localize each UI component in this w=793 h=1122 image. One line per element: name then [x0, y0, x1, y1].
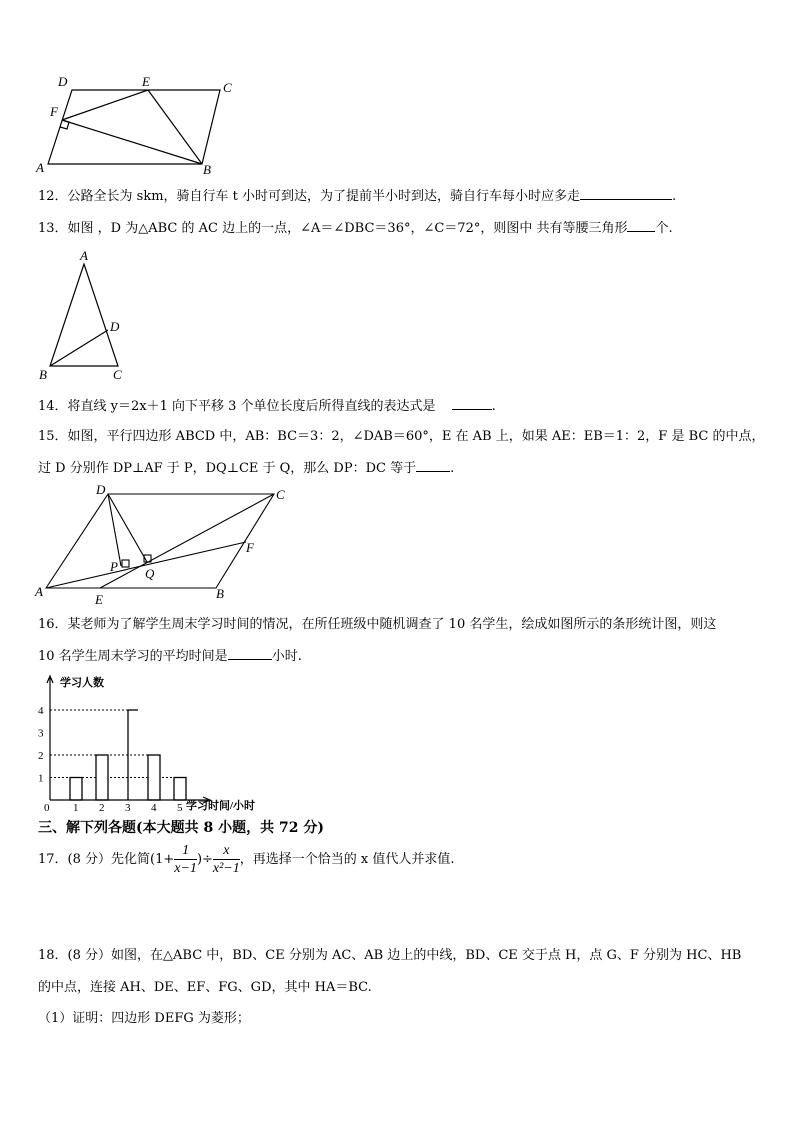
- label-a: A: [35, 584, 43, 599]
- q15-line2-text: 过 D 分别作 DP⊥AF 于 P，DQ⊥CE 于 Q，那么 DP：DC 等于: [38, 461, 417, 476]
- label-e: E: [142, 74, 150, 89]
- label-c: C: [113, 367, 122, 382]
- segment-eb: [148, 90, 202, 164]
- y-tick-label: 2: [38, 750, 44, 762]
- question-16-line1: 16．某老师为了解学生周末学习时间的情况，在所任班级中随机调查了 10 名学生，绘成如图所示的条形统计图，则这: [38, 617, 717, 632]
- q13-text: 13．如图 ，D 为△ABC 的 AC 边上的一点，∠A＝∠DBC＝36°，∠C＝72°，则图中 共有等腰三角形: [38, 221, 628, 236]
- label-b: B: [203, 162, 211, 177]
- label-q: Q: [145, 566, 155, 581]
- x-tick-label: 3: [125, 802, 131, 814]
- answer-blank[interactable]: [452, 397, 492, 410]
- x-axis-label: 学习时间/小时: [186, 800, 256, 812]
- figure-triangle-13: [34, 248, 134, 384]
- q14-end: .: [491, 399, 496, 414]
- chart-bar: [174, 778, 186, 801]
- segment-bd: [50, 330, 108, 366]
- q12-end: .: [672, 189, 677, 204]
- chart-bar: [148, 755, 160, 800]
- x-tick-label: 1: [73, 802, 79, 814]
- triangle-abc: [50, 264, 118, 366]
- question-14: [38, 397, 496, 416]
- right-angle-mark-p: [122, 560, 129, 567]
- label-c: C: [276, 487, 285, 502]
- question-15-line2: [38, 459, 454, 478]
- label-c: C: [223, 80, 232, 95]
- label-b: B: [39, 367, 47, 382]
- fraction-2-denominator: x²−1: [212, 861, 240, 876]
- q17-suffix: ，再选择一个恰当的 x 值代人并求值.: [239, 852, 455, 867]
- q17-prefix: 17．(8 分）先化简(1+: [38, 852, 175, 867]
- q16-line2-text: 10 名学生周末学习的平均时间是: [38, 649, 228, 664]
- figure-parallelogram-15: [30, 482, 320, 612]
- label-d: D: [110, 319, 120, 334]
- fraction-1-denominator: x−1: [174, 861, 197, 876]
- y-tick-label: 4: [38, 705, 44, 717]
- q15-end: .: [450, 461, 455, 476]
- answer-blank[interactable]: [416, 459, 450, 472]
- x-tick-label: 4: [151, 802, 157, 814]
- question-18-part1: （1）证明：四边形 DEFG 为菱形；: [38, 1011, 250, 1026]
- segment-fb: [62, 120, 202, 164]
- label-b: B: [216, 586, 224, 601]
- y-tick-label: 3: [38, 727, 44, 740]
- q13-end: 个.: [655, 221, 673, 236]
- fraction-2-numerator: x: [213, 842, 240, 860]
- label-d: D: [96, 482, 106, 497]
- fraction-1-numerator: 1: [174, 842, 197, 860]
- answer-blank[interactable]: [580, 187, 672, 200]
- answer-blank[interactable]: [228, 647, 272, 660]
- question-18-line2: 的中点，连接 AH、DE、EF、FG、GD，其中 HA＝BC.: [38, 980, 372, 995]
- q17-mid: )÷: [196, 852, 213, 867]
- question-13: [38, 219, 673, 238]
- label-a: A: [80, 248, 88, 263]
- answer-blank[interactable]: [627, 219, 655, 232]
- q14-text: 14．将直线 y＝2x＋1 向下平移 3 个单位长度后所得直线的表达式是: [38, 399, 436, 414]
- label-d: D: [58, 74, 68, 89]
- question-16-line2: [38, 647, 302, 666]
- x-tick-label: 0: [44, 802, 50, 814]
- segment-af: [46, 542, 246, 588]
- parallelogram-abcd: [46, 494, 274, 588]
- chart-bar: [70, 778, 82, 801]
- fraction-2: [213, 842, 240, 877]
- question-12: [38, 187, 676, 206]
- label-e: E: [95, 592, 103, 607]
- x-tick-label: 2: [99, 802, 105, 814]
- bar-chart: [30, 672, 270, 814]
- fraction-1: [174, 842, 197, 877]
- question-15-line1: 15．如图，平行四边形 ABCD 中，AB：BC＝3：2，∠DAB＝60°，E 在 AB 上，如果 AE：EB＝1：2，F 是 BC 的中点，: [38, 429, 765, 444]
- y-axis-label: 学习人数: [60, 677, 104, 689]
- label-a: A: [36, 160, 44, 175]
- question-17: [38, 838, 455, 882]
- label-f: F: [50, 104, 58, 119]
- question-18-line1: 18．(8 分）如图，在△ABC 中，BD、CE 分别为 AC、AB 边上的中线，BD、CE 交于点 H，点 G、F 分别为 HC、HB: [38, 948, 742, 963]
- q12-text: 12．公路全长为 skm，骑自行车 t 小时可到达，为了提前半小时到达，骑自行车每小时应多走: [38, 189, 581, 204]
- label-f: F: [246, 540, 254, 555]
- chart-bar: [96, 755, 108, 800]
- x-tick-label: 5: [177, 802, 183, 814]
- label-p: P: [110, 559, 118, 574]
- y-tick-label: 1: [38, 772, 44, 785]
- figure-parallelogram-top: [30, 70, 250, 180]
- segment-fe: [62, 90, 148, 120]
- q16-end: 小时.: [271, 649, 302, 664]
- section-3-title: 三、解下列各题(本大题共 8 小题，共 72 分): [38, 820, 324, 836]
